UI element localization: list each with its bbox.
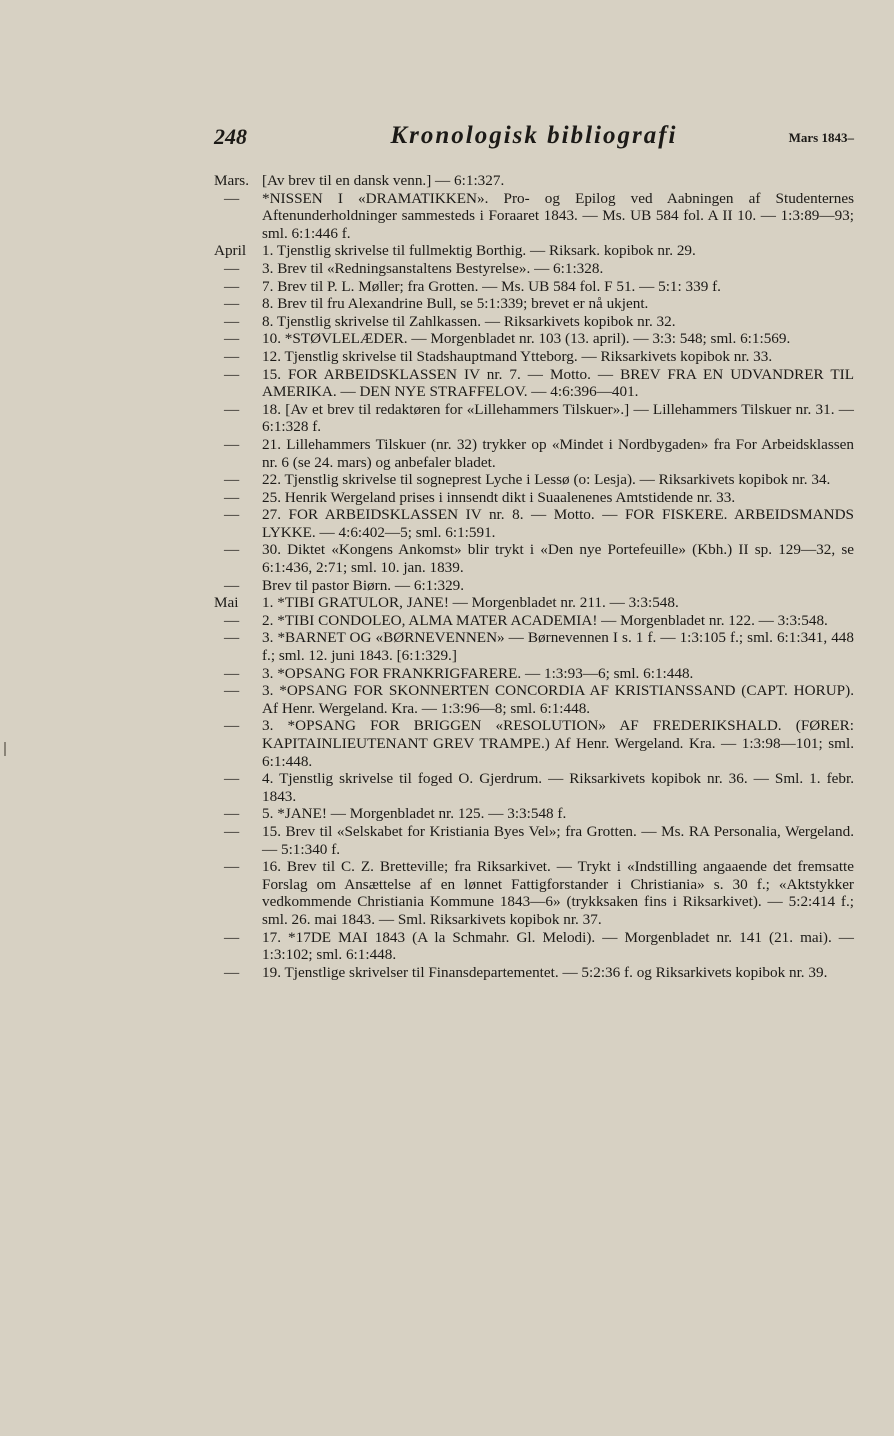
entry-text: 3. *OPSANG FOR BRIGGEN «RESOLUTION» AF FREDERIKSHALD. (FØRER: KAPITAINLIEUTENANT GREV TRAMPE.) Af Henr. Wergeland. Kra. — 1:3:98—101; sml. 6:1:448. [262,717,854,770]
entry-date-prefix: Mars. [214,172,250,189]
entry-date-prefix: — [224,822,240,840]
entry-text: 8. Tjenstlig skrivelse til Zahlkassen. — Riksarkivets kopibok nr. 32. [262,312,676,330]
entry-date-prefix: — [224,611,240,629]
bibliography-entry [214,506,854,541]
entry-date-prefix: — [224,858,240,876]
entry-date-prefix: — [224,471,240,489]
entry-date-prefix: — [224,928,240,946]
entry-text: 30. Diktet «Kongens Ankomst» blir trykt i «Den nye Portefeuille» (Kbh.) II sp. 129—32, se 6:1:436, 2:71; sml. 10. jan. 1839. [262,541,854,577]
bibliography-entry [214,348,854,366]
bibliography-entry [214,295,854,313]
entry-text: 5. *JANE! — Morgenbladet nr. 125. — 3:3:548 f. [262,805,567,823]
running-title: Kronologisk bibliografi [390,122,678,149]
entry-text: 1. *TIBI GRATULOR, JANE! — Morgenbladet nr. 211. — 3:3:548. [262,594,679,612]
entry-text: 15. Brev til «Selskabet for Kristiania Byes Vel»; fra Grotten. — Ms. RA Personalia, Wergeland. — 5:1:340 f. [262,822,854,858]
entry-date-prefix: — [224,805,240,823]
entry-text: 1. Tjenstlig skrivelse til fullmektig Borthig. — Riksark. kopibok nr. 29. [262,242,696,260]
bibliography-entry [214,770,854,805]
running-date-range: Mars 1843– [788,130,854,145]
entry-text: 27. FOR ARBEIDSKLASSEN IV nr. 8. — Motto. — FOR FISKERE. ARBEIDSMANDS LYKKE. — 4:6:402—5; sml. 6:1:591. [262,506,854,541]
entry-text: *NISSEN I «DRAMATIKKEN». Pro- og Epilog ved Aabningen af Studenternes Aftenunderholdninger sammesteds i Foraaret 1843. — Ms. UB 584 fol. A II 10. — 1:3:89—93; sml. 6:1:446 f. [262,189,854,242]
entry-date-prefix: — [224,259,240,277]
entry-text: 17. *17DE MAI 1843 (A la Schmahr. Gl. Melodi). — Morgenbladet nr. 141 (21. mai). — 1:3:102; sml. 6:1:448. [262,928,854,964]
entry-date-prefix: — [224,277,240,295]
bibliography-entry [214,929,854,964]
bibliography-entry [214,682,854,717]
entry-date-prefix: — [224,330,240,348]
entry-text: 2. *TIBI CONDOLEO, ALMA MATER ACADEMIA! — Morgenbladet nr. 122. — 3:3:548. [262,611,828,629]
entry-date-prefix: — [224,576,240,594]
entry-text: 7. Brev til P. L. Møller; fra Grotten. — Ms. UB 584 fol. F 51. — 5:1: 339 f. [262,277,721,295]
bibliography-entry [214,278,854,296]
bibliography-entry [214,823,854,858]
entry-text: 3. Brev til «Redningsanstaltens Bestyrelse». — 6:1:328. [262,259,604,277]
entry-text: 21. Lillehammers Tilskuer (nr. 32) trykker op «Mindet i Nordbygaden» fra For Arbeidsklassen nr. 6 (se 24. mars) og anbefaler bladet. [262,435,854,471]
entry-date-prefix: — [224,295,240,313]
entry-text: 3. *OPSANG FOR FRANKRIGFARERE. — 1:3:93—6; sml. 6:1:448. [262,664,694,682]
bibliography-entry [214,541,854,576]
bibliography-entry [214,313,854,331]
entry-text: 25. Henrik Wergeland prises i innsendt dikt i Suaalenenes Amtstidende nr. 33. [262,488,736,506]
entry-date-prefix: — [224,435,240,453]
entry-date-prefix: April [214,242,247,260]
entry-date-prefix: — [224,717,240,735]
entry-date-prefix: — [224,541,240,559]
entry-text: 10. *STØVLELÆDER. — Morgenbladet nr. 103 (13. april). — 3:3: 548; sml. 6:1:569. [262,330,791,348]
bibliography-entry [214,366,854,401]
bibliography-entry [214,489,854,507]
entry-text: 3. *OPSANG FOR SKONNERTEN CONCORDIA AF KRISTIANSSAND (CAPT. HORUP). Af Henr. Wergeland. Kra. — 1:3:96—8; sml. 6:1:448. [262,682,854,717]
entry-date-prefix: — [224,682,240,700]
bibliography-entry [214,594,854,612]
entry-text: 4. Tjenstlig skrivelse til foged O. Gjerdrum. — Riksarkivets kopibok nr. 36. — Sml. 1. febr. 1843. [262,770,854,805]
entry-date-prefix: — [224,312,240,330]
bibliography-entries [214,172,854,981]
entry-text: 19. Tjenstlige skrivelser til Finansdepartementet. — 5:2:36 f. og Riksarkivets kopibok nr. 39. [262,963,828,981]
entry-date-prefix: — [224,189,240,207]
bibliography-entry [214,717,854,770]
bibliography-entry [214,330,854,348]
entry-text: 15. FOR ARBEIDSKLASSEN IV nr. 7. — Motto. — BREV FRA EN UDVANDRER TIL AMERIKA. — DEN NYE STRAFFELOV. — 4:6:396—401. [262,365,854,401]
entry-text: Brev til pastor Biørn. — 6:1:329. [262,576,465,594]
bibliography-entry [214,401,854,436]
scan-artifact [4,742,6,756]
entry-text: 12. Tjenstlig skrivelse til Stadshauptmand Ytteborg. — Riksarkivets kopibok nr. 33. [262,347,773,365]
entry-text: 3. *BARNET OG «BØRNEVENNEN» — Børnevennen I s. 1 f. — 1:3:105 f.; sml. 6:1:341, 448 f.; sml. 12. juni 1843. [6:1:329.] [262,629,854,665]
entry-text: 22. Tjenstlig skrivelse til sogneprest Lyche i Lessø (o: Lesja). — Riksarkivets kopibok nr. 34. [262,471,831,489]
running-header [214,124,854,154]
entry-date-prefix: — [224,963,240,981]
bibliography-entry [214,665,854,683]
bibliography-entry [214,858,854,928]
entry-text: [Av brev til en dansk venn.] — 6:1:327. [262,172,505,189]
bibliography-entry [214,242,854,260]
entry-date-prefix: — [224,365,240,383]
bibliography-entry [214,964,854,982]
entry-date-prefix: — [224,506,240,524]
entry-text: 18. [Av et brev til redaktøren for «Lillehammers Tilskuer».] — Lillehammers Tilskuer nr. 31. — 6:1:328 f. [262,400,854,436]
entry-date-prefix: — [224,770,240,788]
bibliography-entry [214,260,854,278]
bibliography-entry [214,471,854,489]
entry-text: 16. Brev til C. Z. Bretteville; fra Riksarkivet. — Trykt i «Indstilling angaaende det fremsatte Forslag om Ansættelse af en lønnet Fattigforstander i Christiania» s. 30 f.; «Aktstykker vedkommende Christiania Kommune 1843—6» (trykksaken fins i Riksarkivet). — 5:2:414 f.; sml. 26. mai 1843. — Sml. Riksarkivets kopibok nr. 37. [262,858,854,928]
entry-date-prefix: — [224,347,240,365]
bibliography-entry [214,172,854,190]
bibliography-entry [214,612,854,630]
bibliography-entry [214,190,854,243]
bibliography-entry [214,577,854,595]
entry-date-prefix: — [224,664,240,682]
bibliography-entry [214,805,854,823]
entry-date-prefix: — [224,400,240,418]
entry-date-prefix: — [224,629,240,647]
entry-date-prefix: — [224,488,240,506]
entry-text: 8. Brev til fru Alexandrine Bull, se 5:1:339; brevet er nå ukjent. [262,295,649,313]
entry-date-prefix: Mai [214,594,239,612]
page-number: 248 [214,124,247,149]
bibliography-entry [214,629,854,664]
bibliography-entry [214,436,854,471]
